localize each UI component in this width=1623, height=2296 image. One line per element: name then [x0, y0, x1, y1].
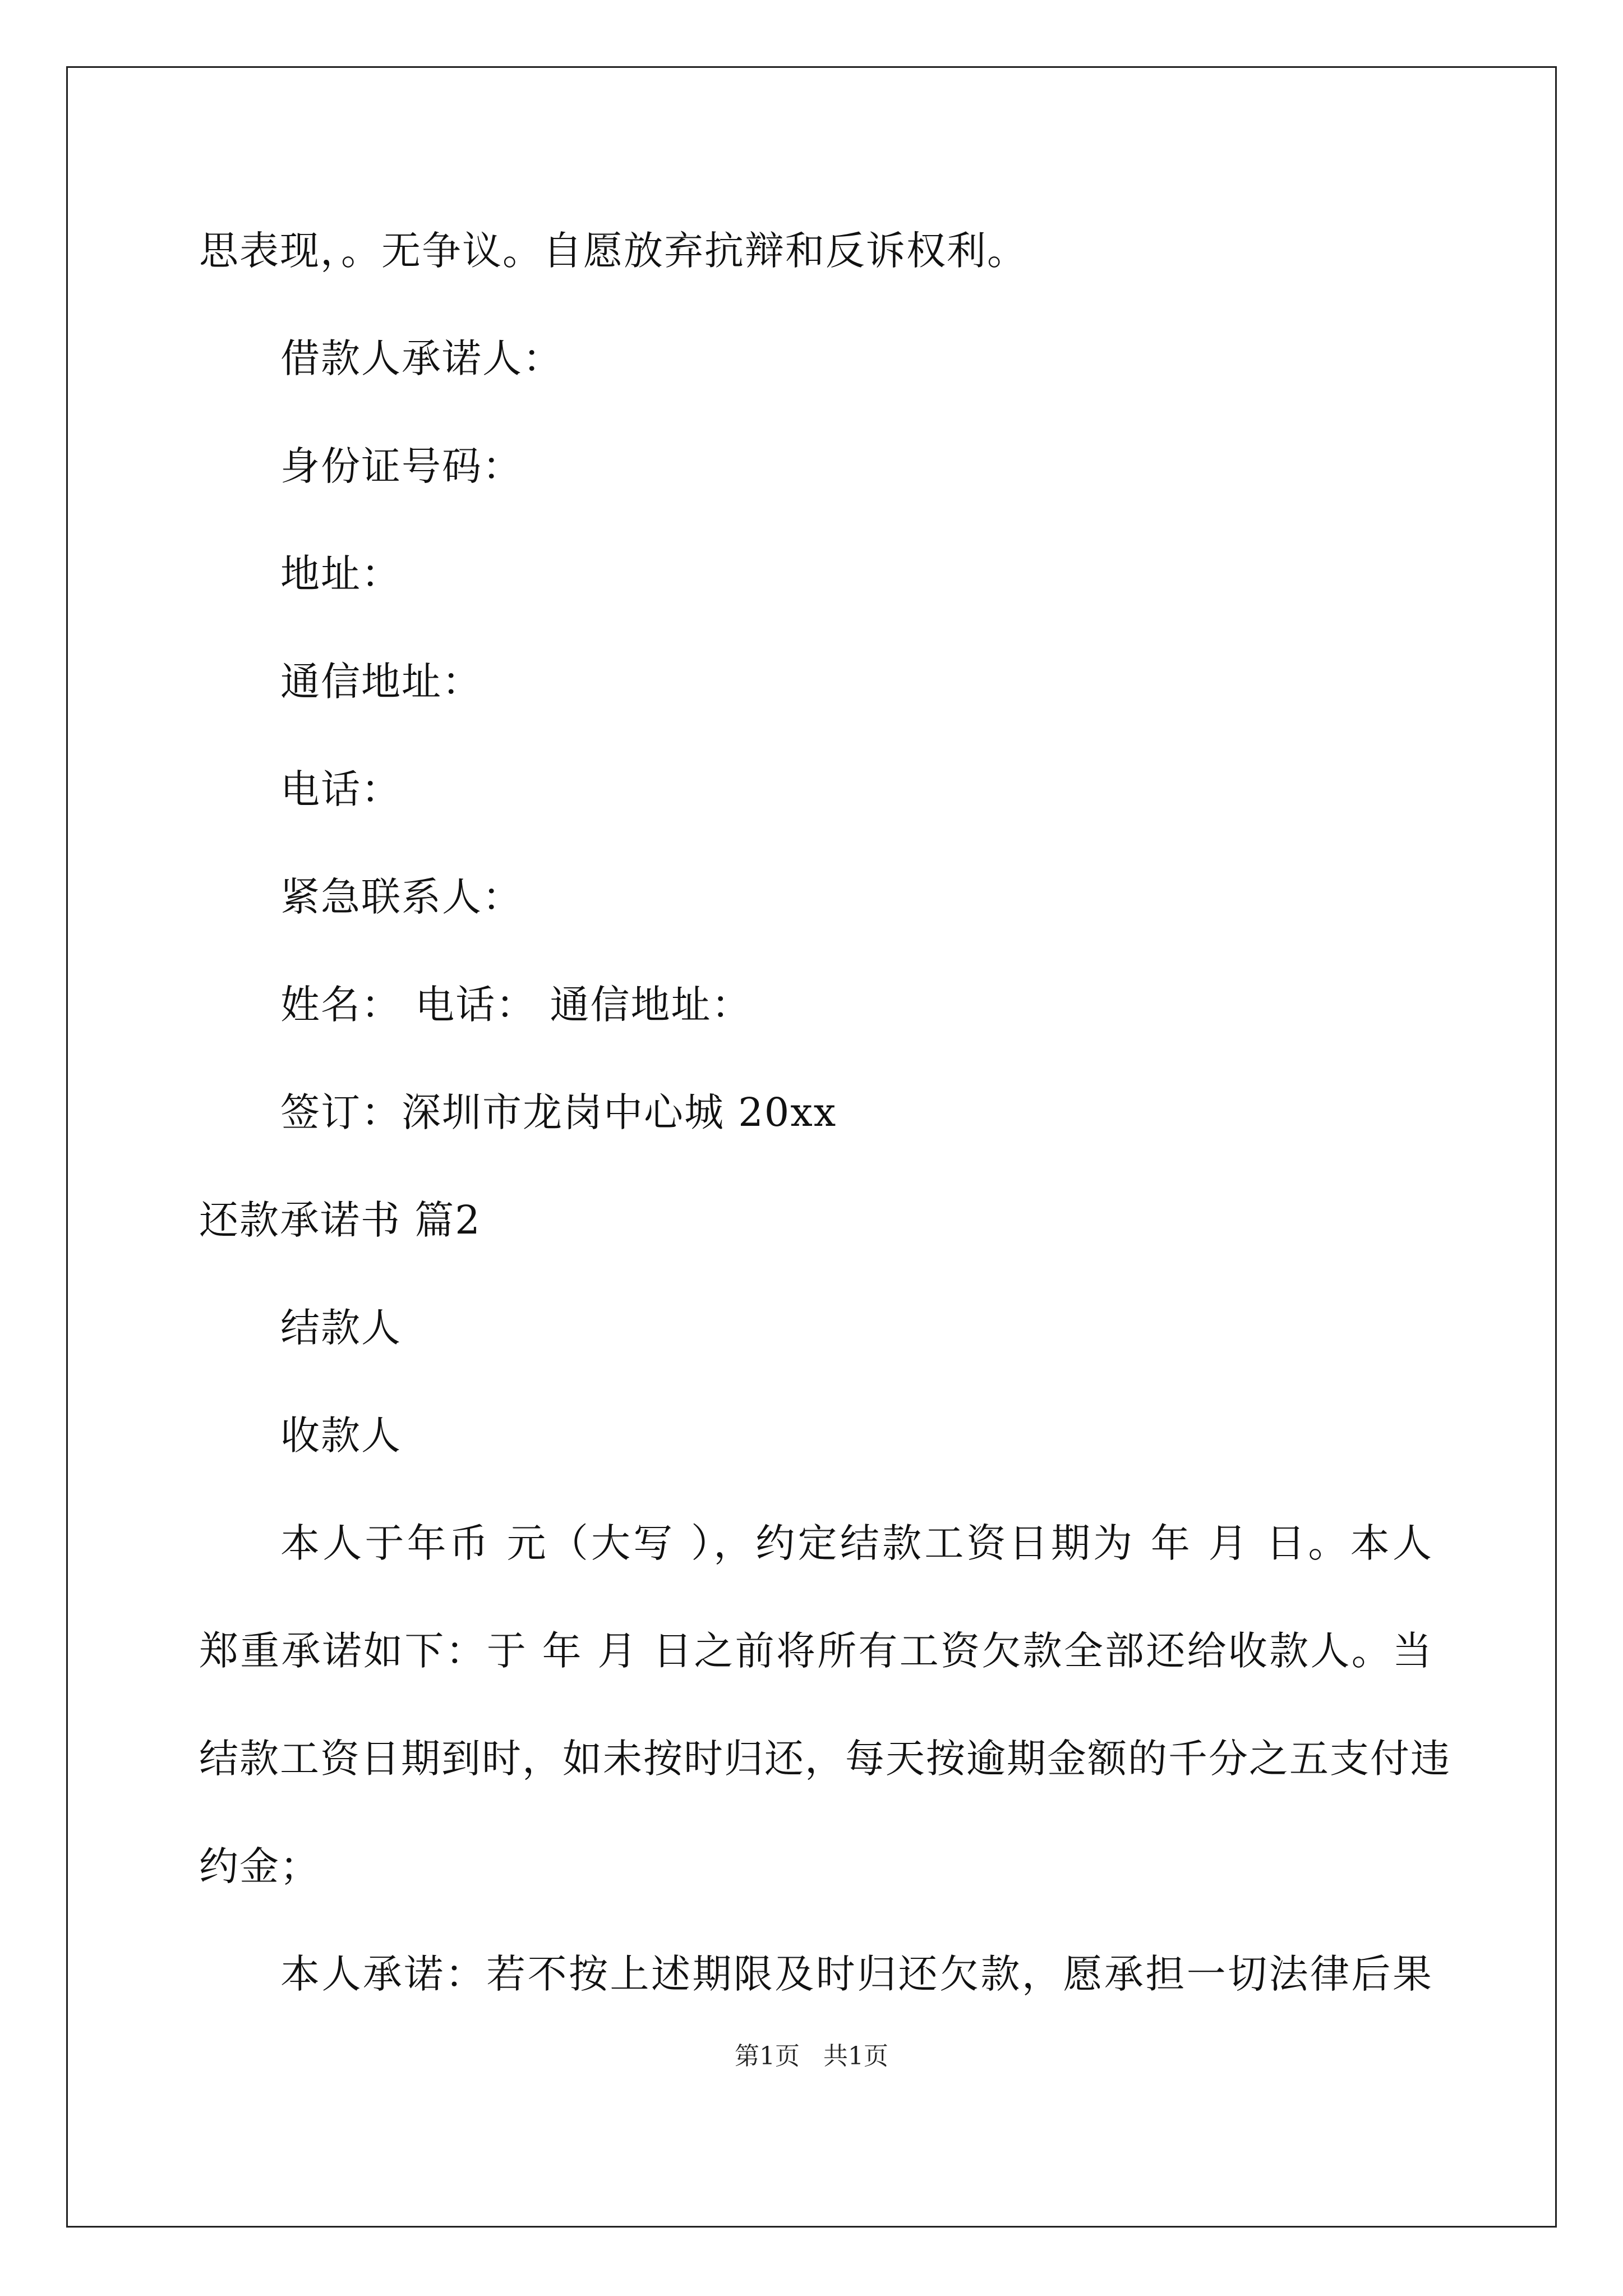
text-line-payee: 收款人 — [280, 1412, 402, 1458]
text-line-address: 地址： — [280, 551, 402, 597]
section-heading: 还款承诺书 篇2 — [199, 1197, 481, 1243]
text-line-borrower: 借款人承诺人： — [280, 335, 563, 381]
page-number-footer: 第1页 共1页 — [735, 2042, 888, 2070]
paragraph-line-1: 本人于年币 元（大写 ），约定结款工资日期为 年 月 日。本人 — [280, 1520, 1433, 1566]
paragraph-commitment: 本人承诺：若不按上述期限及时归还欠款，愿承担一切法律后果 — [280, 1951, 1433, 1997]
paragraph-line-4: 约金； — [199, 1843, 320, 1889]
text-line-payer: 结款人 — [280, 1305, 402, 1351]
page-border — [66, 66, 1557, 2228]
text-line-id-number: 身份证号码： — [280, 443, 523, 489]
text-line-phone: 电话： — [280, 766, 402, 812]
text-line-mailing-address: 通信地址： — [280, 659, 482, 705]
text-line-emergency-contact: 紧急联系人： — [280, 874, 523, 920]
text-line-waiver: 思表现，。无争议。自愿放弃抗辩和反诉权利。 — [199, 228, 1027, 274]
paragraph-line-3: 结款工资日期到时，如未按时归还，每天按逾期金额的千分之五支付违 — [199, 1736, 1451, 1782]
paragraph-line-2: 郑重承诺如下：于 年 月 日之前将所有工资欠款全部还给收款人。当 — [199, 1628, 1433, 1674]
text-line-contact-details: 姓名： 电话： 通信地址： — [280, 982, 752, 1028]
text-line-signed-location: 签订：深圳市龙岗中心城 20xx — [280, 1089, 837, 1135]
